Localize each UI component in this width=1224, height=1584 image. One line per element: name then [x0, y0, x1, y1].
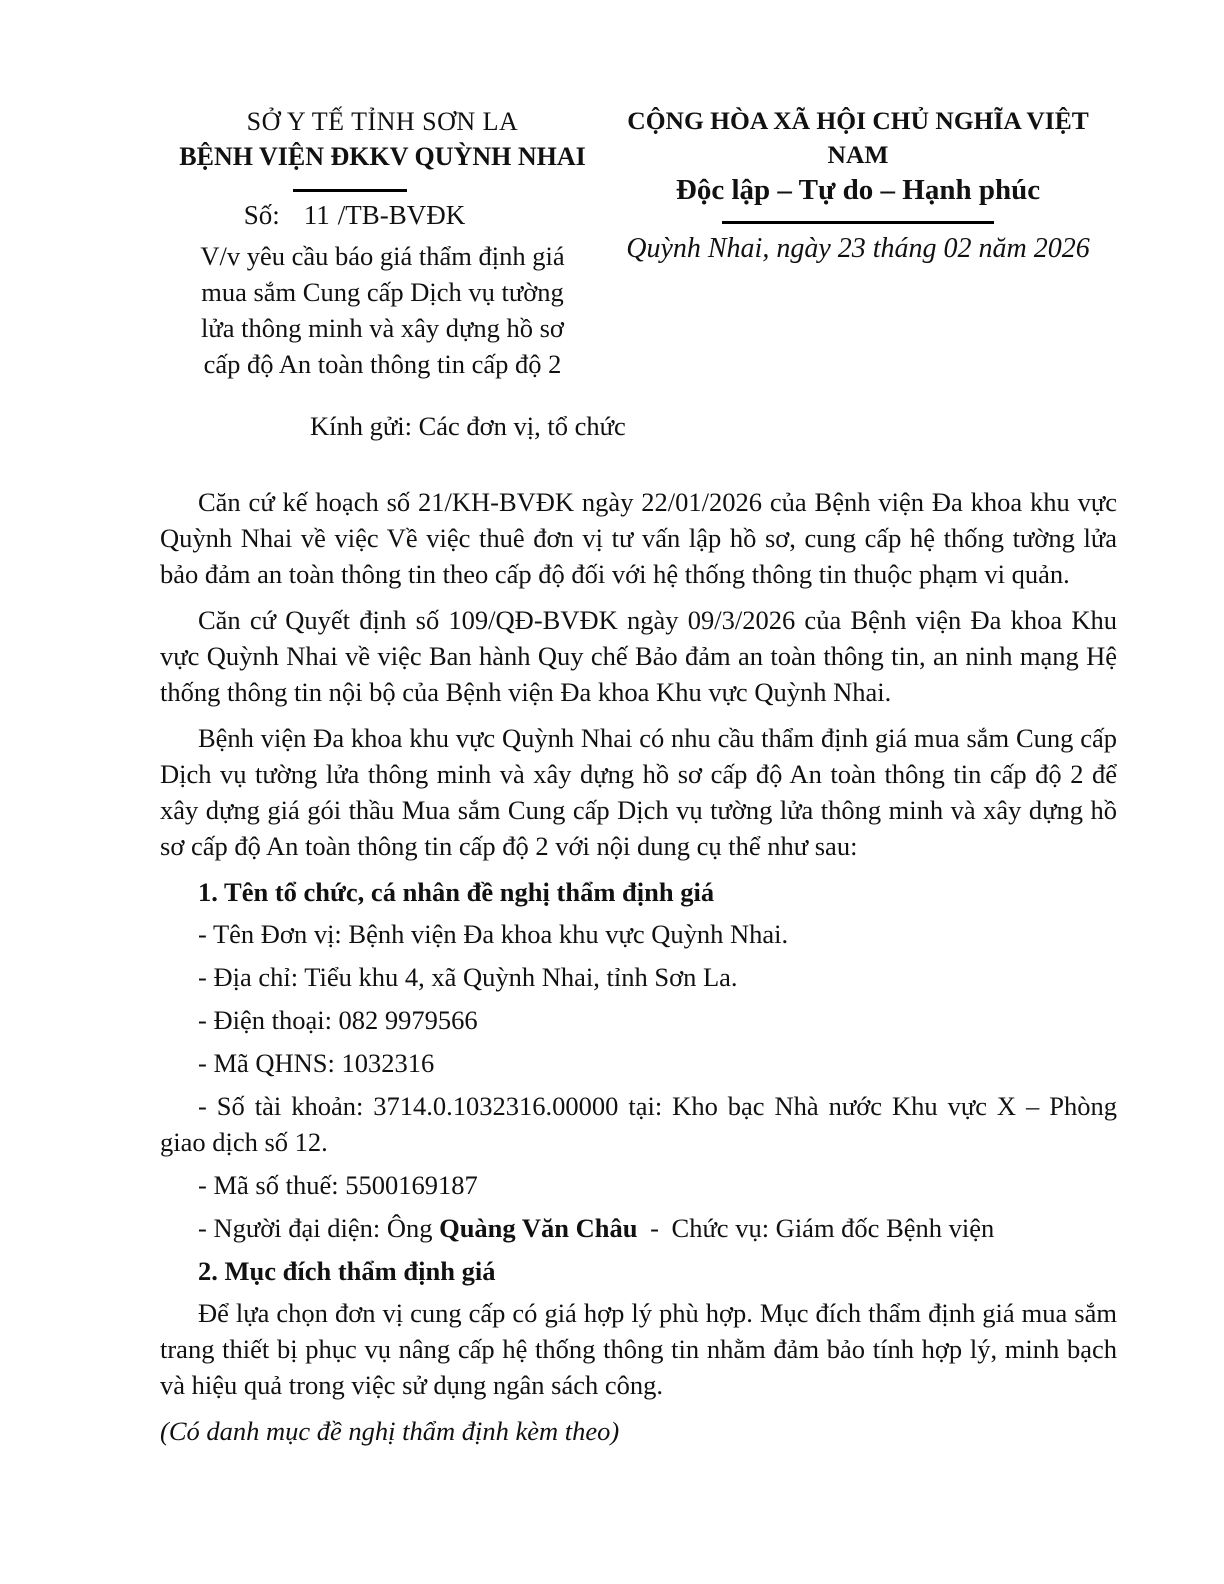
section-1-heading: 1. Tên tổ chức, cá nhân đề nghị thẩm định giá: [198, 877, 715, 907]
salutation: Kính gửi: Các đơn vị, tổ chức: [310, 411, 626, 441]
unit-name-item: - Tên Đơn vị: Bệnh viện Đa khoa khu vực Quỳnh Nhai.: [198, 919, 789, 949]
place-and-date: Quỳnh Nhai, ngày 23 tháng 02 năm 2026: [626, 233, 1090, 264]
subject-line: V/v yêu cầu báo giá thẩm định giá: [200, 241, 565, 271]
organization-name: BỆNH VIỆN ĐKKV QUỲNH NHAI: [179, 142, 586, 171]
qhns-code-item: - Mã QHNS: 1032316: [198, 1048, 435, 1078]
bank-account-item: - Số tài khoản: 3714.0.1032316.00000 tại: Kho bạc Nhà nước Khu vực X – Phòng giao dịch số 12.: [160, 1091, 1117, 1157]
document-number-suffix: /TB-BVĐK: [337, 200, 466, 230]
subject-line: mua sắm Cung cấp Dịch vụ tường: [201, 277, 564, 307]
issuer-block: [165, 104, 600, 382]
tax-code-item: - Mã số thuế: 5500169187: [198, 1170, 478, 1200]
subject-line: lửa thông minh và xây dựng hồ sơ: [201, 313, 564, 343]
representative-title: Chức vụ: Giám đốc Bệnh viện: [671, 1213, 995, 1243]
national-block: [618, 104, 1098, 382]
national-divider: [722, 221, 994, 224]
document-number-line: [137, 200, 572, 231]
representative-prefix: - Người đại diện: Ông: [198, 1213, 433, 1243]
document-number-value: 11: [303, 200, 330, 230]
document-subject: [165, 238, 600, 382]
national-title: CỘNG HÒA XÃ HỘI CHỦ NGHĨA VIỆT NAM: [627, 106, 1089, 169]
representative-name: Quàng Văn Châu: [439, 1213, 638, 1243]
subject-line: cấp độ An toàn thông tin cấp độ 2: [203, 349, 562, 379]
representative-separator: -: [650, 1213, 659, 1243]
recital-paragraph-2: Căn cứ Quyết định số 109/QĐ-BVĐK ngày 09/3/2026 của Bệnh viện Đa khoa Khu vực Quỳnh Nhai về việc Ban hành Quy chế Bảo đảm an toàn thông tin, an ninh mạng Hệ thống thông tin nội bộ của Bệnh viện Đa khoa Khu vực Quỳnh Nhai.: [160, 605, 1117, 707]
issuer-divider: [293, 189, 407, 192]
document-header: [165, 104, 1098, 382]
phone-item: - Điện thoại: 082 9979566: [198, 1005, 478, 1035]
address-item: - Địa chỉ: Tiểu khu 4, xã Quỳnh Nhai, tỉnh Sơn La.: [198, 962, 738, 992]
attachment-note: (Có danh mục đề nghị thẩm định kèm theo): [160, 1416, 620, 1446]
representative-item: [160, 1210, 1117, 1246]
recital-paragraph-3: Bệnh viện Đa khoa khu vực Quỳnh Nhai có nhu cầu thẩm định giá mua sắm Cung cấp Dịch vụ tường lửa thông minh và xây dựng hồ sơ cấp độ An toàn thông tin cấp độ 2 để xây dựng giá gói thầu Mua sắm Cung cấp Dịch vụ tường lửa thông minh và xây dựng hồ sơ cấp độ An toàn thông tin cấp độ 2 với nội dung cụ thể như sau:: [160, 723, 1117, 861]
section-2-heading: 2. Mục đích thẩm định giá: [198, 1256, 496, 1286]
parent-organization: SỞ Y TẾ TỈNH SƠN LA: [246, 107, 519, 136]
document-number-label: Số:: [243, 200, 280, 230]
purpose-paragraph: Để lựa chọn đơn vị cung cấp có giá hợp lý phù hợp. Mục đích thẩm định giá mua sắm trang thiết bị phục vụ nâng cấp hệ thống thông tin nhằm đảm bảo tính hợp lý, minh bạch và hiệu quả trong việc sử dụng ngân sách công.: [160, 1298, 1117, 1400]
document-body: [160, 408, 1117, 1476]
national-motto: Độc lập – Tự do – Hạnh phúc: [675, 174, 1041, 206]
recital-paragraph-1: Căn cứ kế hoạch số 21/KH-BVĐK ngày 22/01/2026 của Bệnh viện Đa khoa khu vực Quỳnh Nhai về việc Về việc thuê đơn vị tư vấn lập hồ sơ, cung cấp hệ thống tường lửa bảo đảm an toàn thông tin theo cấp độ đối với hệ thống thông tin thuộc phạm vi quản.: [160, 487, 1117, 589]
